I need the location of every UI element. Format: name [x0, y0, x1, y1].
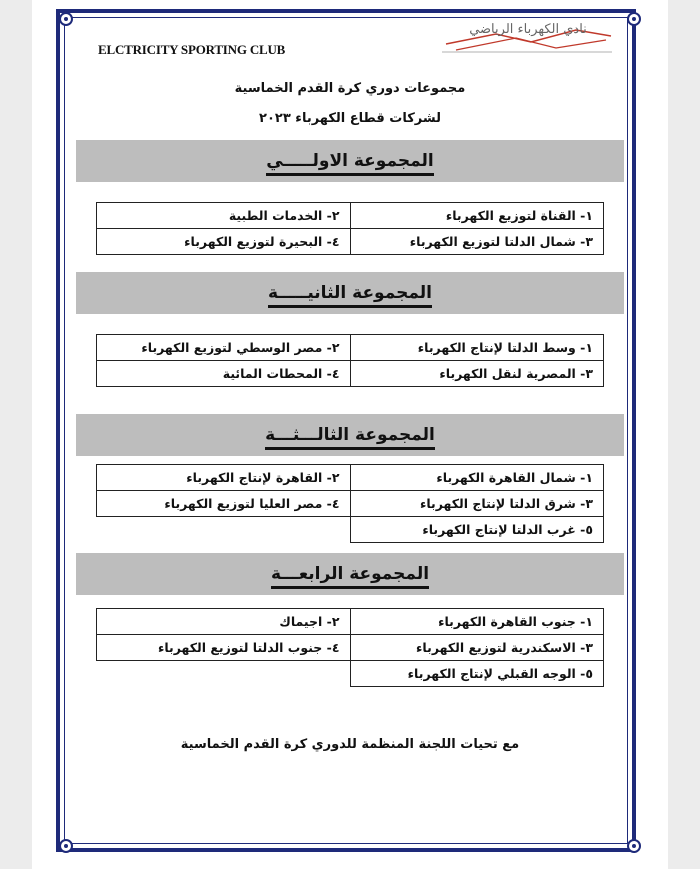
team-cell: ٤- البحيرة لتوزيع الكهرباء — [97, 229, 351, 255]
group-teams-table — [96, 608, 604, 687]
document-subtitle: لشركات قطاع الكهرباء ٢٠٢٣ — [259, 111, 441, 126]
team-cell: ٣- المصرية لنقل الكهرباء — [350, 361, 604, 387]
corner-ornament-icon — [627, 839, 641, 853]
group-teams-table — [96, 202, 604, 255]
table-row — [97, 465, 604, 491]
table-row — [97, 361, 604, 387]
team-cell: ١- القناة لتوزيع الكهرباء — [350, 203, 604, 229]
team-cell: ٢- القاهرة لإنتاج الكهرباء — [97, 465, 351, 491]
club-name-arabic: نادي الكهرباء الرياضي — [469, 22, 587, 37]
team-cell: ٤- المحطات المائية — [97, 361, 351, 387]
table-row — [97, 335, 604, 361]
table-row — [97, 203, 604, 229]
corner-ornament-icon — [627, 12, 641, 26]
table-row — [97, 609, 604, 635]
team-cell: ٤- جنوب الدلتا لتوزيع الكهرباء — [97, 635, 351, 661]
team-cell: ١- وسط الدلتا لإنتاج الكهرباء — [350, 335, 604, 361]
group-teams-table — [96, 464, 604, 543]
team-cell: ٣- الاسكندرية لتوزيع الكهرباء — [350, 635, 604, 661]
group-header — [76, 272, 624, 314]
team-cell: ٣- شرق الدلتا لإنتاج الكهرباء — [350, 491, 604, 517]
group-title: المجموعة الرابعـــة — [271, 562, 429, 589]
group-header — [76, 414, 624, 456]
table-row — [97, 517, 604, 543]
table-row — [97, 229, 604, 255]
team-cell: ٤- مصر العليا لتوزيع الكهرباء — [97, 491, 351, 517]
team-cell: ٢- مصر الوسطي لتوزيع الكهرباء — [97, 335, 351, 361]
team-cell: ٢- اجيماك — [97, 609, 351, 635]
team-cell: ٥- الوجه القبلي لإنتاج الكهرباء — [350, 661, 604, 687]
closing-note: مع تحيات اللجنة المنظمة للدوري كرة القدم الخماسية — [180, 737, 520, 752]
group-title: المجموعة الثالـــثـــة — [265, 423, 435, 450]
team-cell: ١- جنوب القاهرة الكهرباء — [350, 609, 604, 635]
empty-cell — [97, 517, 351, 543]
team-cell: ٣- شمال الدلتا لتوزيع الكهرباء — [350, 229, 604, 255]
table-row — [97, 491, 604, 517]
team-cell: ٥- غرب الدلتا لإنتاج الكهرباء — [350, 517, 604, 543]
club-name-english: ELCTRICITY SPORTING CLUB — [98, 42, 286, 57]
team-cell: ٢- الخدمات الطبية — [97, 203, 351, 229]
group-title: المجموعة الاولـــــي — [266, 149, 433, 176]
group-header — [76, 553, 624, 595]
group-teams-table — [96, 334, 604, 387]
table-row — [97, 661, 604, 687]
corner-ornament-icon — [59, 12, 73, 26]
empty-cell — [97, 661, 351, 687]
group-title: المجموعة الثانيـــــة — [268, 281, 432, 308]
group-header — [76, 140, 624, 182]
team-cell: ١- شمال القاهرة الكهرباء — [350, 465, 604, 491]
document-title: مجموعات دوري كرة القدم الخماسية — [234, 81, 466, 96]
table-row — [97, 635, 604, 661]
corner-ornament-icon — [59, 839, 73, 853]
